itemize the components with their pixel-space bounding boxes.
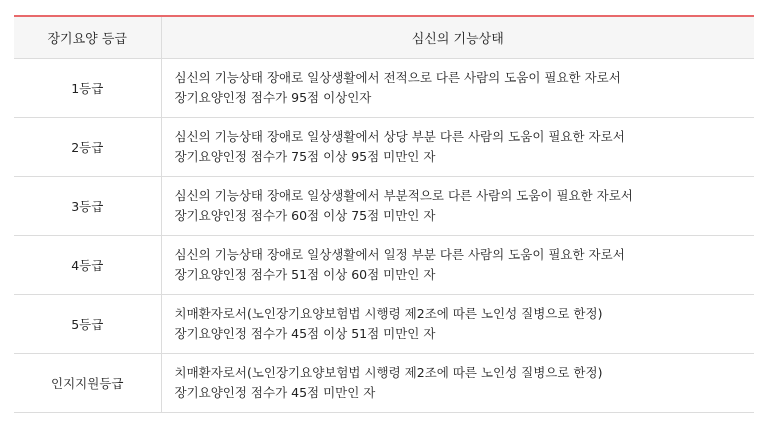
grade-cell: 3등급: [14, 177, 161, 236]
description-line: 치매환자로서(노인장기요양보험법 시행령 제2조에 따른 노인성 질병으로 한정): [174, 365, 603, 380]
care-grade-table: [14, 15, 754, 413]
table-row: [14, 354, 754, 413]
description-line: 장기요양인정 점수가 45점 미만인 자: [174, 385, 376, 400]
table-row: [14, 295, 754, 354]
description-cell: [161, 118, 754, 177]
description-line: 심신의 기능상태 장애로 일상생활에서 상당 부분 다른 사람의 도움이 필요한 자로서: [174, 129, 625, 144]
description-line: 장기요양인정 점수가 45점 이상 51점 미만인 자: [174, 326, 436, 341]
table-row: [14, 118, 754, 177]
table-row: [14, 236, 754, 295]
header-state: 심신의 기능상태: [161, 16, 754, 59]
table-header-row: [14, 16, 754, 59]
table-row: [14, 177, 754, 236]
grade-cell: 1등급: [14, 59, 161, 118]
grade-cell: 5등급: [14, 295, 161, 354]
header-grade: 장기요양 등급: [14, 16, 161, 59]
care-grade-table-container: [14, 15, 754, 413]
description-line: 치매환자로서(노인장기요양보험법 시행령 제2조에 따른 노인성 질병으로 한정): [174, 306, 603, 321]
description-cell: [161, 59, 754, 118]
description-cell: [161, 236, 754, 295]
description-line: 장기요양인정 점수가 95점 이상인자: [174, 90, 372, 105]
description-line: 심신의 기능상태 장애로 일상생활에서 전적으로 다른 사람의 도움이 필요한 자로서: [174, 70, 621, 85]
description-cell: [161, 354, 754, 413]
grade-cell: 인지지원등급: [14, 354, 161, 413]
description-line: 심신의 기능상태 장애로 일상생활에서 부분적으로 다른 사람의 도움이 필요한 자로서: [174, 188, 633, 203]
description-cell: [161, 295, 754, 354]
grade-cell: 2등급: [14, 118, 161, 177]
table-row: [14, 59, 754, 118]
description-line: 심신의 기능상태 장애로 일상생활에서 일정 부분 다른 사람의 도움이 필요한 자로서: [174, 247, 625, 262]
grade-cell: 4등급: [14, 236, 161, 295]
description-line: 장기요양인정 점수가 75점 이상 95점 미만인 자: [174, 149, 436, 164]
description-cell: [161, 177, 754, 236]
description-line: 장기요양인정 점수가 60점 이상 75점 미만인 자: [174, 208, 436, 223]
description-line: 장기요양인정 점수가 51점 이상 60점 미만인 자: [174, 267, 436, 282]
